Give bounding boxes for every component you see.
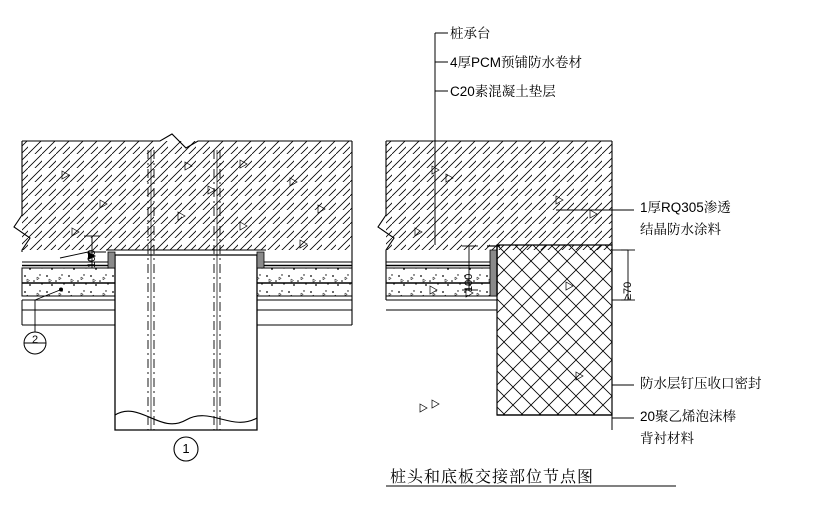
left-callout-dot [59, 288, 63, 292]
dim-text-left-100: 100 [86, 249, 98, 268]
label-c20-cushion: C20素混凝土垫层 [450, 84, 556, 99]
left-leader-line [60, 252, 106, 258]
label-rq305-line1: 1厚RQ305渗透 [640, 200, 731, 215]
label-rq305-line2: 结晶防水涂料 [640, 222, 721, 237]
left-turnup-seal-right [257, 252, 264, 268]
left-pile-outline [115, 255, 257, 430]
label-pcm-membrane: 4厚PCM预铺防水卷材 [450, 55, 583, 70]
right-hatch-fill [386, 141, 612, 250]
label-foam-rod: 20聚乙烯泡沫棒 [640, 409, 737, 424]
dim-text-right-70: ≥70 [622, 281, 634, 300]
detail-index-1: 1 [182, 441, 190, 456]
detail-index-2: 2 [31, 334, 39, 346]
dim-text-right-100: 100 [463, 273, 475, 292]
left-detail-drawing [14, 134, 352, 461]
label-pile-cap: 桩承台 [450, 26, 491, 41]
drawing-title: 桩头和底板交接部位节点图 [390, 469, 595, 486]
label-nail-seal: 防水层钉压收口密封 [640, 376, 762, 391]
right-pile-block [497, 245, 612, 415]
label-backing-material: 背衬材料 [640, 431, 694, 446]
right-sealant-column [490, 250, 497, 296]
left-turnup-seal [108, 252, 115, 268]
right-slab [386, 268, 497, 296]
left-hatch-fill [22, 141, 352, 250]
